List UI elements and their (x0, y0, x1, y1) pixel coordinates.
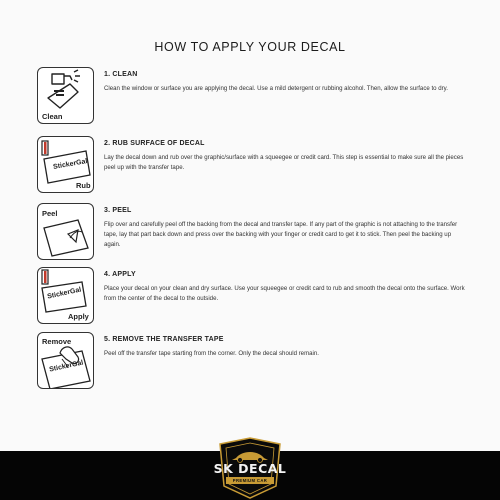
step-rub-card-label: Rub (76, 181, 91, 190)
step-clean-body: Clean the window or surface you are applying the decal. Use a mild detergent or rubbing alcohol. Then, allow the surface to dry. (104, 85, 448, 92)
step-rub (37, 136, 467, 196)
step-remove-card-label: Remove (42, 337, 72, 346)
step-clean (37, 67, 467, 127)
step-apply-card (37, 267, 94, 324)
step-peel-card (37, 203, 94, 260)
brand-tagline: PREMIUM CAR (226, 477, 274, 484)
step-clean-card (37, 67, 94, 124)
brand-name: SK DECAL (213, 461, 287, 476)
step-clean-card-label: Clean (42, 112, 63, 121)
step-remove-body: Peel off the transfer tape starting from the corner. Only the decal should remain. (104, 350, 319, 357)
step-rub-card (37, 136, 94, 193)
step-peel-heading: 3. PEEL (104, 207, 132, 214)
brand-logo (212, 436, 288, 500)
step-peel-body: Flip over and carefully peel off the backing from the decal and transfer tape. If any part of the graphic is not attaching to the transfer tape, lay that part back down and press over the backing with your finger or credit card to get it to stick. Then peel the backing up again. (104, 221, 458, 248)
step-remove-card (37, 332, 94, 389)
step-rub-body: Lay the decal down and rub over the graphic/surface with a squeegee or credit card. This step is essential to make sure all the pieces peel up with the transfer tape. (104, 154, 464, 171)
step-remove-heading: 5. REMOVE THE TRANSFER TAPE (104, 336, 224, 343)
step-peel (37, 203, 467, 263)
step-apply-card-text: StickerGal (46, 286, 82, 301)
step-apply (37, 267, 467, 327)
step-apply-body: Place your decal on your clean and dry surface. Use your squeegee or credit card to rub and smooth the decal onto the surface. Work from the center of the decal to the outside. (104, 285, 465, 302)
step-apply-heading: 4. APPLY (104, 271, 136, 278)
step-remove-card-text: StickerGal (48, 359, 84, 374)
step-peel-card-label: Peel (42, 209, 58, 218)
step-apply-card-label: Apply (68, 312, 89, 321)
step-rub-card-text: StickerGal (52, 158, 88, 171)
step-rub-heading: 2. RUB SURFACE OF DECAL (104, 140, 205, 147)
step-remove (37, 332, 467, 392)
page-title: HOW TO APPLY YOUR DECAL (154, 40, 346, 54)
step-clean-heading: 1. CLEAN (104, 71, 138, 78)
